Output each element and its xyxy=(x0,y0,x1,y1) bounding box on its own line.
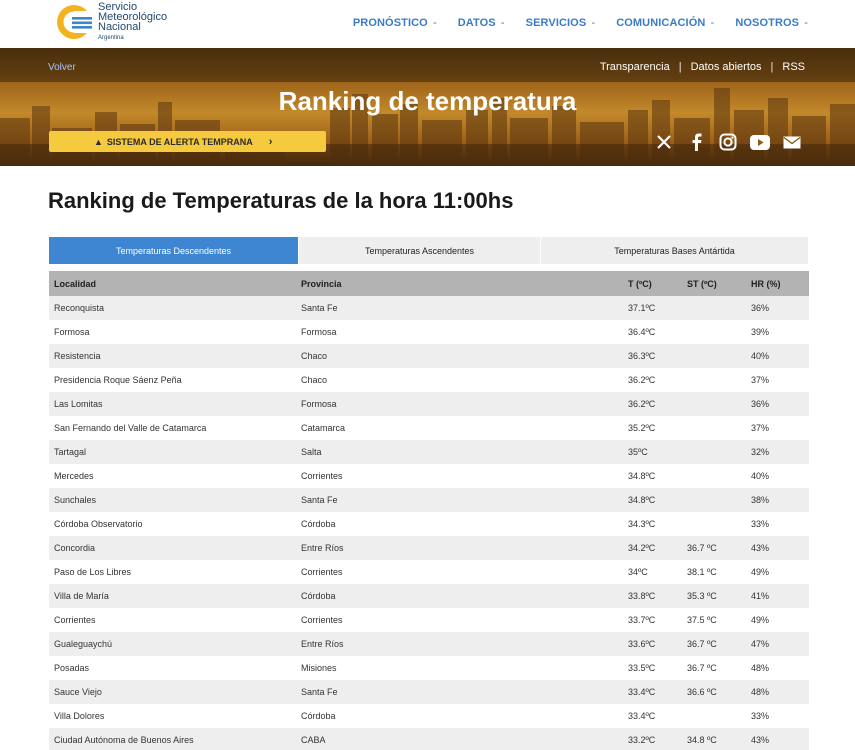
cell-st xyxy=(682,488,746,512)
cell-t: 36.2ºC xyxy=(623,368,682,392)
cell-localidad: Paso de Los Libres xyxy=(49,560,296,584)
table-row xyxy=(49,608,809,632)
cell-t: 33.2ºC xyxy=(623,728,682,750)
cell-localidad: San Fernando del Valle de Catamarca xyxy=(49,416,296,440)
cell-st xyxy=(682,320,746,344)
cell-provincia: Catamarca xyxy=(296,416,623,440)
cell-st xyxy=(682,704,746,728)
nav-datos[interactable]: DATOS - xyxy=(457,17,505,29)
table-body xyxy=(49,296,809,750)
cell-provincia: Entre Ríos xyxy=(296,536,623,560)
link-transparencia[interactable]: Transparencia xyxy=(599,61,670,73)
cell-localidad: Ciudad Autónoma de Buenos Aires xyxy=(49,728,296,750)
column-header-provincia[interactable]: Provincia xyxy=(296,271,623,296)
ranking-tabs xyxy=(49,237,808,264)
cell-provincia: Santa Fe xyxy=(296,488,623,512)
ranking-heading: Ranking de Temperaturas de la hora 11:00hs xyxy=(48,188,514,213)
cell-hr: 33% xyxy=(746,512,809,536)
utility-links xyxy=(600,61,805,73)
social-links xyxy=(653,132,803,152)
cell-t: 35ºC xyxy=(623,440,682,464)
logo-line2: Meteorológico xyxy=(98,10,168,23)
page-title: Ranking de temperatura xyxy=(278,86,577,116)
table-row xyxy=(49,560,809,584)
cell-t: 36.4ºC xyxy=(623,320,682,344)
table-row xyxy=(49,488,809,512)
cell-hr: 48% xyxy=(746,656,809,680)
cell-localidad: Sunchales xyxy=(49,488,296,512)
hero-banner xyxy=(0,48,855,166)
temperature-ranking-table xyxy=(49,271,809,750)
table-row xyxy=(49,416,809,440)
cell-st xyxy=(682,416,746,440)
cell-t: 33.8ºC xyxy=(623,584,682,608)
nav-servicios[interactable]: SERVICIOS - xyxy=(525,17,596,29)
cell-hr: 36% xyxy=(746,392,809,416)
cell-localidad: Concordia xyxy=(49,536,296,560)
table-row xyxy=(49,296,809,320)
cell-hr: 39% xyxy=(746,320,809,344)
link-rss[interactable]: RSS xyxy=(782,61,805,73)
cell-st: 36.7 ºC xyxy=(682,656,746,680)
nav-pronostico[interactable]: PRONÓSTICO - xyxy=(352,17,437,29)
table-row xyxy=(49,680,809,704)
table-row xyxy=(49,368,809,392)
cell-localidad: Sauce Viejo xyxy=(49,680,296,704)
cell-localidad: Villa de María xyxy=(49,584,296,608)
facebook-icon[interactable] xyxy=(685,132,707,152)
chevron-right-icon: › xyxy=(268,135,273,148)
cell-hr: 48% xyxy=(746,680,809,704)
tab-temperaturas-bases-antartida[interactable]: Temperaturas Bases Antártida xyxy=(541,237,808,264)
table-row xyxy=(49,512,809,536)
cell-localidad: Formosa xyxy=(49,320,296,344)
cell-localidad: Villa Dolores xyxy=(49,704,296,728)
cell-localidad: Mercedes xyxy=(49,464,296,488)
cell-st xyxy=(682,392,746,416)
link-separator: | xyxy=(770,61,774,73)
link-datos-abiertos[interactable]: Datos abiertos xyxy=(690,61,762,73)
smn-logo-icon xyxy=(55,3,93,41)
table-row xyxy=(49,392,809,416)
cell-hr: 40% xyxy=(746,464,809,488)
table-row xyxy=(49,728,809,750)
cell-provincia: CABA xyxy=(296,728,623,750)
cell-localidad: Resistencia xyxy=(49,344,296,368)
cell-st: 36.7 ºC xyxy=(682,632,746,656)
table-row xyxy=(49,584,809,608)
link-separator: | xyxy=(678,61,682,73)
cell-t: 33.5ºC xyxy=(623,656,682,680)
cell-t: 34ºC xyxy=(623,560,682,584)
cell-hr: 38% xyxy=(746,488,809,512)
cell-provincia: Córdoba xyxy=(296,512,623,536)
tab-temperaturas-ascendentes[interactable]: Temperaturas Ascendentes xyxy=(299,237,541,264)
cell-localidad: Corrientes xyxy=(49,608,296,632)
logo-text xyxy=(98,2,167,43)
table-header-row xyxy=(49,271,809,296)
logo-line4: Argentina xyxy=(98,34,124,41)
cell-provincia: Corrientes xyxy=(296,608,623,632)
logo-line1: Servicio xyxy=(98,0,138,13)
table-row xyxy=(49,320,809,344)
cell-provincia: Formosa xyxy=(296,320,623,344)
cell-t: 34.2ºC xyxy=(623,536,682,560)
cell-t: 36.3ºC xyxy=(623,344,682,368)
cell-t: 34.8ºC xyxy=(623,488,682,512)
column-header-hr[interactable]: HR (%) xyxy=(746,271,809,296)
cell-hr: 49% xyxy=(746,608,809,632)
cell-provincia: Formosa xyxy=(296,392,623,416)
cell-st xyxy=(682,512,746,536)
top-navbar xyxy=(0,0,855,48)
cell-st xyxy=(682,296,746,320)
cell-hr: 43% xyxy=(746,536,809,560)
back-link[interactable]: Volver xyxy=(48,62,76,73)
cell-hr: 43% xyxy=(746,728,809,750)
cell-provincia: Misiones xyxy=(296,656,623,680)
table-row xyxy=(49,344,809,368)
cell-t: 36.2ºC xyxy=(623,392,682,416)
cell-hr: 40% xyxy=(746,344,809,368)
cell-provincia: Córdoba xyxy=(296,704,623,728)
cell-t: 33.4ºC xyxy=(623,704,682,728)
cell-st xyxy=(682,344,746,368)
cell-localidad: Posadas xyxy=(49,656,296,680)
cell-st xyxy=(682,368,746,392)
cell-st: 35.3 ºC xyxy=(682,584,746,608)
cell-localidad: Córdoba Observatorio xyxy=(49,512,296,536)
cell-st: 34.8 ºC xyxy=(682,728,746,750)
cell-provincia: Corrientes xyxy=(296,464,623,488)
cell-localidad: Gualeguaychú xyxy=(49,632,296,656)
logo-line3: Nacional xyxy=(98,20,141,33)
cell-provincia: Chaco xyxy=(296,344,623,368)
cell-st: 36.7 ºC xyxy=(682,536,746,560)
alert-system-label: SISTEMA DE ALERTA TEMPRANA xyxy=(106,136,253,147)
cell-provincia: Chaco xyxy=(296,368,623,392)
column-header-localidad[interactable]: Localidad xyxy=(49,271,296,296)
cell-provincia: Santa Fe xyxy=(296,680,623,704)
column-header-t[interactable]: T (ºC) xyxy=(623,271,682,296)
cell-t: 34.3ºC xyxy=(623,512,682,536)
main-nav xyxy=(353,17,808,29)
table-row xyxy=(49,440,809,464)
cell-t: 34.8ºC xyxy=(623,464,682,488)
cell-st xyxy=(682,464,746,488)
cell-hr: 33% xyxy=(746,704,809,728)
x-icon[interactable] xyxy=(653,132,675,152)
cell-hr: 49% xyxy=(746,560,809,584)
cell-provincia: Córdoba xyxy=(296,584,623,608)
cell-provincia: Corrientes xyxy=(296,560,623,584)
cell-provincia: Salta xyxy=(296,440,623,464)
nav-comunicacion[interactable]: COMUNICACIÓN - xyxy=(616,17,715,29)
cell-provincia: Santa Fe xyxy=(296,296,623,320)
cell-hr: 36% xyxy=(746,296,809,320)
cell-provincia: Entre Ríos xyxy=(296,632,623,656)
cell-hr: 47% xyxy=(746,632,809,656)
table-row xyxy=(49,632,809,656)
cell-localidad: Presidencia Roque Sáenz Peña xyxy=(49,368,296,392)
table-row xyxy=(49,536,809,560)
table-row xyxy=(49,464,809,488)
nav-nosotros[interactable]: NOSOTROS - xyxy=(735,17,808,29)
mail-icon[interactable] xyxy=(781,132,803,152)
cell-hr: 32% xyxy=(746,440,809,464)
cell-t: 35.2ºC xyxy=(623,416,682,440)
warning-icon: ▲ xyxy=(94,136,103,147)
cell-st: 37.5 ºC xyxy=(682,608,746,632)
instagram-icon[interactable] xyxy=(717,132,739,152)
cell-t: 37.1ºC xyxy=(623,296,682,320)
cell-st: 38.1 ºC xyxy=(682,560,746,584)
column-header-st[interactable]: ST (ºC) xyxy=(682,271,746,296)
table-row xyxy=(49,704,809,728)
cell-t: 33.7ºC xyxy=(623,608,682,632)
cell-st xyxy=(682,440,746,464)
alert-system-button[interactable] xyxy=(49,131,326,152)
cell-hr: 41% xyxy=(746,584,809,608)
cell-localidad: Tartagal xyxy=(49,440,296,464)
youtube-icon[interactable] xyxy=(749,132,771,152)
cell-hr: 37% xyxy=(746,416,809,440)
cell-t: 33.4ºC xyxy=(623,680,682,704)
smn-logo[interactable] xyxy=(55,2,167,42)
table-row xyxy=(49,656,809,680)
cell-localidad: Reconquista xyxy=(49,296,296,320)
cell-t: 33.6ºC xyxy=(623,632,682,656)
cell-hr: 37% xyxy=(746,368,809,392)
tab-temperaturas-descendentes[interactable]: Temperaturas Descendentes xyxy=(49,237,299,264)
cell-st: 36.6 ºC xyxy=(682,680,746,704)
cell-localidad: Las Lomitas xyxy=(49,392,296,416)
